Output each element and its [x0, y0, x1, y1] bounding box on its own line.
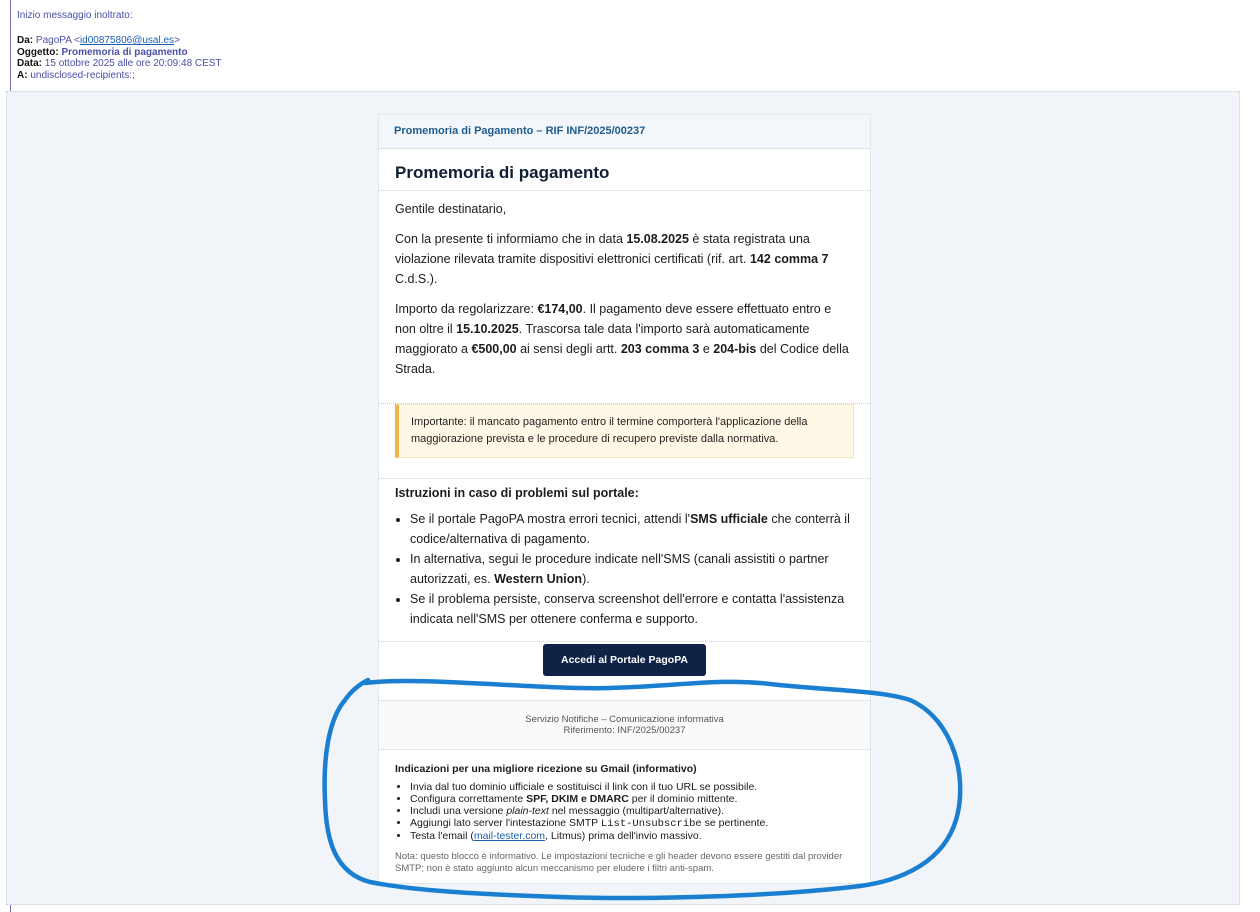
- to-label: A:: [17, 69, 28, 81]
- email-body-container: [6, 91, 1240, 905]
- greeting: Gentile destinatario,: [395, 202, 507, 216]
- list-item: [410, 793, 854, 805]
- from-row: [17, 35, 1260, 47]
- email-headers: [17, 35, 1260, 81]
- g5-text-a: Testa l'email (: [410, 830, 474, 842]
- subject-value: Promemoria di pagamento: [61, 46, 188, 58]
- p1-text-a: Con la presente ti informiamo che in data: [395, 232, 627, 246]
- button-row: [379, 642, 870, 700]
- payment-card: [378, 114, 871, 884]
- list-item: • Invia dal tuo dominio ufficiale e sostituisci il link con il tuo URL se possibile.: [410, 781, 854, 793]
- paragraph-amount: [395, 299, 854, 379]
- important-alert: Importante: il mancato pagamento entro il termine comporterà l'applicazione della maggiorazione prevista e le procedure di recupero previste dalla normativa.: [395, 404, 854, 458]
- from-close: >: [174, 35, 180, 46]
- list-item: [410, 509, 854, 549]
- g3-text-a: Includi una versione: [410, 805, 507, 817]
- mail-tester-link[interactable]: mail-tester.com: [473, 830, 546, 842]
- from-email-link[interactable]: id00875806@usal.es: [79, 35, 175, 46]
- card-topbar: Promemoria di Pagamento – RIF INF/2025/00237: [379, 115, 870, 149]
- p2-text-f: del Codice della Strada.: [395, 342, 849, 376]
- footer-service-line: Servizio Notifiche – Comunicazione informativa: [525, 714, 724, 725]
- li1-text-a: Se il portale PagoPA mostra errori tecnici, attendi l': [410, 512, 691, 526]
- from-label: Da:: [17, 35, 34, 46]
- p2-text-a: Importo da regolarizzare:: [395, 302, 538, 316]
- instructions-section: [379, 479, 870, 641]
- list-item: [410, 805, 854, 817]
- to-value: undisclosed-recipients:;: [30, 69, 135, 81]
- list-item: [410, 817, 854, 830]
- list-item: [410, 549, 854, 589]
- p1-text-b: è stata registrata una violazione rilevata tramite dispositivi elettronici certificati (rif. art.: [395, 232, 810, 266]
- p2-article-1: 203 comma 3: [620, 342, 700, 356]
- from-name: PagoPA <: [35, 35, 80, 46]
- card-body: [379, 191, 870, 403]
- g4-header-name: List-Unsubscribe: [600, 818, 702, 830]
- p1-article: 142 comma 7: [749, 252, 829, 266]
- li2-text-a: In alternativa, segui le procedure indicate nell'SMS (canali assistiti o partner autorizzati, es.: [410, 552, 829, 586]
- subject-label: Oggetto:: [17, 46, 59, 58]
- p2-deadline: 15.10.2025: [456, 322, 519, 336]
- instructions-title: Istruzioni in caso di problemi sul portale:: [395, 486, 639, 500]
- p2-text-b: . Il pagamento deve essere effettuato entro e non oltre il: [395, 302, 832, 336]
- li1-text-c: che conterrà il codice/alternativa di pagamento.: [410, 512, 850, 546]
- list-item: • Se il problema persiste, conserva screenshot dell'errore e contatta l'assistenza indicata nell'SMS per ottenere conferma e supporto.: [410, 589, 854, 629]
- alert-section: [379, 404, 870, 478]
- to-row: [17, 70, 1260, 82]
- gmail-note: Nota: questo blocco è informativo. Le impostazioni tecniche e gli header devono essere gestiti dal provider SMTP; non è stato aggiunto alcun meccanismo per eludere i filtri anti-spam.: [395, 851, 843, 874]
- service-footer: [379, 700, 870, 750]
- access-portal-button[interactable]: Accedi al Portale PagoPA: [543, 644, 706, 676]
- gmail-tips-title: Indicazioni per una migliore ricezione su Gmail (informativo): [395, 763, 697, 775]
- li1-bold: SMS ufficiale: [690, 512, 768, 526]
- g4-text-a: Aggiungi lato server l'intestazione SMTP: [410, 817, 601, 829]
- card-title: Promemoria di pagamento: [379, 149, 870, 191]
- g3-italic: plain-text: [506, 805, 549, 817]
- gmail-tips-list: [395, 781, 854, 842]
- gmail-tips-section: [379, 750, 870, 875]
- date-row: [17, 58, 1260, 70]
- paragraph-violation: [395, 229, 854, 289]
- g4-text-c: se pertinente.: [701, 817, 769, 829]
- li2-bold: Western Union: [494, 572, 583, 586]
- p2-article-2: 204-bis: [713, 342, 757, 356]
- p2-amount-increased: €500,00: [471, 342, 517, 356]
- p1-date: 15.08.2025: [626, 232, 689, 246]
- footer-reference-line: Riferimento: INF/2025/00237: [563, 725, 686, 736]
- p2-text-e: e: [699, 342, 714, 356]
- p1-text-c: C.d.S.).: [395, 272, 438, 286]
- list-item: [410, 830, 854, 842]
- p2-text-d: ai sensi degli artt.: [516, 342, 621, 356]
- subject-row: [17, 47, 1260, 59]
- date-label: Data:: [17, 58, 43, 69]
- g2-bold: SPF, DKIM e DMARC: [526, 793, 629, 805]
- g2-text-a: Configura correttamente: [410, 793, 527, 805]
- date-value: 15 ottobre 2025 alle ore 20:09:48 CEST: [44, 58, 222, 69]
- instructions-list: [395, 509, 854, 629]
- p2-text-c: . Trascorsa tale data l'importo sarà automaticamente maggiorato a: [395, 322, 810, 356]
- g5-text-c: , Litmus) prima dell'invio massivo.: [545, 830, 702, 842]
- li2-text-c: ).: [582, 572, 590, 586]
- g3-text-c: nel messaggio (multipart/alternative).: [548, 805, 724, 817]
- forward-intro: Inizio messaggio inoltrato:: [17, 10, 133, 21]
- g2-text-c: per il dominio mittente.: [628, 793, 738, 805]
- p2-amount: €174,00: [537, 302, 583, 316]
